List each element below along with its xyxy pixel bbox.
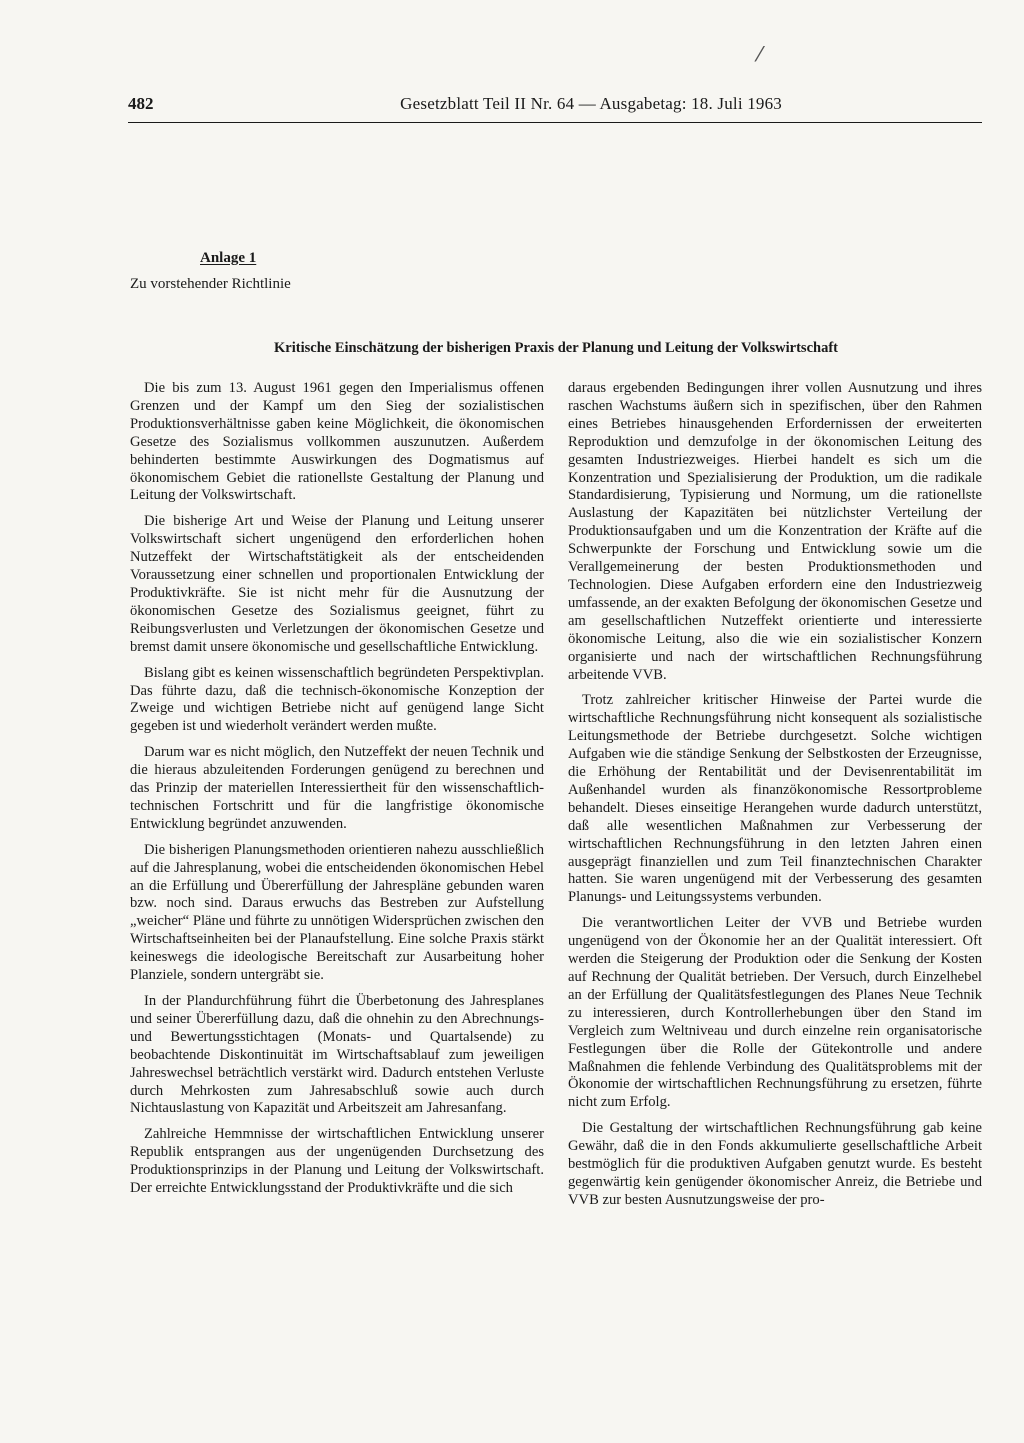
paragraph: Die bisherigen Planungsmethoden orientieren nahezu ausschließlich auf die Jahresplanung, wobei die entscheidenden ökonomischen Hebel an die Erfüllung und Übererfüllung der Jahrespläne gebunden waren bzw. noch sind. Daraus erwuchs das Bestreben zur Aufstellung „weicher“ Pläne und führte zu unnötigen Widersprüchen zwischen den Wirtschaftseinheiten bei der Planaufstellung. Eine solche Praxis stärkt keineswegs die ideologische Bereitschaft zur Ausarbeitung hoher Planziele, sondern untergräbt sie.: [130, 841, 544, 984]
paragraph: In der Plandurchführung führt die Überbetonung des Jahresplanes und seiner Übererfüllung dazu, daß die ohnehin zu den Abrechnungs- und Bewertungsstichtagen (Monats- und Quartalsende) zu beobachtende Diskontinuität im Wirtschaftsablauf zum jeweiligen Jahreswechsel beträchtlich verstärkt wird. Dadurch entstehen Verluste durch Mehrkosten zum Jahresabschluß sowie auch durch Nichtauslastung von Kapazität und Arbeitszeit am Jahresanfang.: [130, 993, 544, 1117]
paragraph: Darum war es nicht möglich, den Nutzeffekt der neuen Technik und die hieraus abzuleitenden Forderungen genügend zu berechnen und das Prinzip der materiellen Interessiertheit für den wissenschaftlich-technischen Fortschritt und für die langfristige ökonomische Entwicklung begründet anzuwenden.: [130, 744, 544, 832]
annex-label: Anlage 1: [200, 250, 257, 266]
paragraph: Bislang gibt es keinen wissenschaftlich begründeten Perspektivplan. Das führte dazu, daß die technisch-ökonomische Konzeption der Zweige und wichtigen Betriebe nicht auf genügend lange Sicht gegeben ist und wiederholt verändert werden mußte.: [130, 664, 544, 735]
paragraph: daraus ergebenden Bedingungen ihrer vollen Ausnutzung und ihres raschen Wachstums äußern sich in spezifischen, über den Rahmen eines Betriebes hinausgehenden Erfordernissen der erweiterten Reproduktion und demzufolge in der ökonomischen Leitung des gesamten Industriezweiges. Hierbei handelt es sich um die Konzentration und Spezialisierung der Produktion, um die radikale Standardisierung, Typisierung und Normung, um die rationellste Auslastung der Kapazitäten bei nützlichster Verteilung der Produktionsaufgaben und um die Konzentration der Kräfte auf die Schwerpunkte der Forschung und Entwicklung sowie um die Verallgemeinerung der besten Produktionsmethoden und Technologien. Diese Aufgaben erfordern eine den Industriezweig umfassende, an der exakten Befolgung der ökonomischen Gesetze und am gesellschaftlichen Nutzeffekt orientierte und interessierte ökonomische Leitung, also die wie ein sozialistischer Konzern organisierte und nach der wirtschaftlichen Rechnungsführung arbeitende VVB.: [568, 380, 982, 683]
paragraph: Die Gestaltung der wirtschaftlichen Rechnungsführung gab keine Gewähr, daß die in den Fonds akkumulierte gesellschaftliche Arbeit bestmöglich für die produktiven Aufgaben genutzt wurde. Es besteht gegenwärtig kein genügender ökonomischer Anreiz, die Betriebe und VVB zur besten Ausnutzungsweise der pro-: [568, 1120, 982, 1208]
page-number: 482: [128, 94, 154, 113]
paragraph: Zahlreiche Hemmnisse der wirtschaftlichen Entwicklung unserer Republik entsprangen aus der ungenügenden Durchsetzung des Produktionsprinzips in der Planung und Leitung der Volkswirtschaft. Der erreichte Entwicklungsstand der Produktivkräfte und die sich: [130, 1126, 544, 1197]
paragraph: Die bis zum 13. August 1961 gegen den Imperialismus offenen Grenzen und der Kampf um den Sieg der sozialistischen Produktionsverhältnisse gaben keine Möglichkeit, die ökonomischen Gesetze des Sozialismus vollkommen auszunutzen. Außerdem behinderten bestimmte Auswirkungen des Dogmatismus auf ökonomischem Gebiet die rationellste Gestaltung der Planung und Leitung der Volkswirtschaft.: [130, 380, 544, 504]
document-title: Kritische Einschätzung der bisherigen Praxis der Planung und Leitung der Volkswirtschaft: [274, 340, 838, 356]
page-header: [128, 92, 982, 123]
running-title: Gesetzblatt Teil II Nr. 64 — Ausgabetag: 18. Juli 1963: [400, 94, 782, 113]
paragraph: Die verantwortlichen Leiter der VVB und Betriebe wurden ungenügend von der Ökonomie her an der Qualität interessiert. Oft werden die Steigerung der Produktion oder die Senkung der Kosten auf Rechnung der Qualität betrieben. Der Versuch, durch Einzelhebel an der Erfüllung der Qualitätsfestlegungen des Planes Neue Technik zu interessieren, durch Kontrollerhebungen über den Stand im Vergleich zum Weltniveau und durch einzelne rein organisatorische Festlegungen über die Rolle der Gütekontrolle und andere Maßnahmen die fehlende Verbindung des Qualitätsproblems mit der Ökonomie der wirtschaftlichen Rechnungsführung zu ersetzen, führte nicht zum Erfolg.: [568, 915, 982, 1111]
annex-subtitle: Zu vorstehender Richtlinie: [130, 276, 291, 292]
left-column: [130, 380, 544, 1198]
right-column: [568, 380, 982, 1210]
paragraph: Trotz zahlreicher kritischer Hinweise der Partei wurde die wirtschaftliche Rechnungsführung nicht konsequent als sozialistische Leitungsmethode der Betriebe durchgesetzt. Solche wichtigen Aufgaben wie die ständige Senkung der Selbstkosten der Erzeugnisse, die Erhöhung der Rentabilität und der Devisenrentabilität im Außenhandel wurden als finanzökonomische Ressortprobleme behandelt. Dieses einseitige Herangehen wurde dadurch unterstützt, daß alle wesentlichen Maßnahmen zur Verbesserung der wirtschaftlichen Rechnungsführung in den letzten Jahren einen ausgeprägt finanziellen und zum Teil finanztechnischen Charakter hatten. Sie waren ungenügend mit der Verbesserung des gesamten Planungs- und Leitungssystems verbunden.: [568, 692, 982, 906]
pencil-mark-icon: ⁄: [758, 42, 762, 66]
paragraph: Die bisherige Art und Weise der Planung und Leitung unserer Volkswirtschaft sichert ungenügend den erforderlichen hohen Nutzeffekt der Wirtschaftstätigkeit als der entscheidenden Voraussetzung einer schnellen und proportionalen Entwicklung der Produktivkräfte. Sie ist nicht mehr für die Ausnutzung der ökonomischen Gesetze des Sozialismus geeignet, führt zu Reibungsverlusten und Verletzungen der ökonomischen Gesetze und bremst damit unsere ökonomische und gesellschaftliche Entwicklung.: [130, 513, 544, 655]
